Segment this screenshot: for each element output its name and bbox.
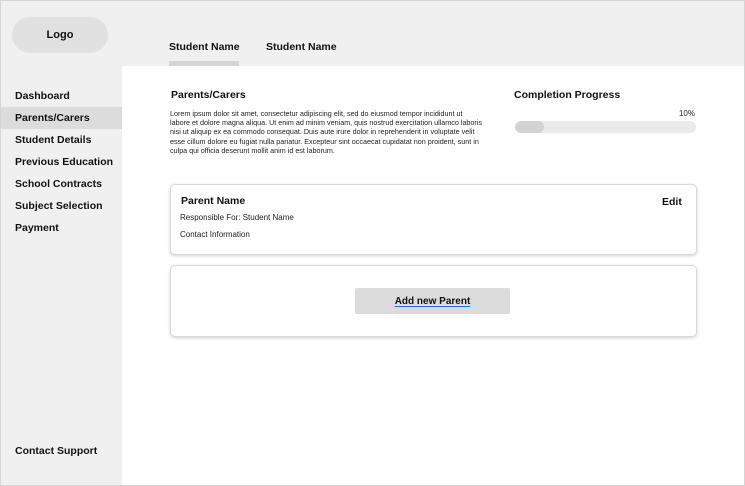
sidebar-item-school-contracts[interactable]: School Contracts [15,178,102,190]
parent-responsible-for: Responsible For: Student Name [180,213,294,222]
sidebar-nav [1,85,122,239]
page-title: Parents/Carers [171,89,246,101]
contact-support-link[interactable]: Contact Support [15,445,98,457]
parent-name: Parent Name [181,195,246,207]
sidebar-item-dashboard[interactable]: Dashboard [15,90,70,102]
logo[interactable]: Logo [12,17,108,53]
parent-contact-info: Contact Information [180,230,250,239]
sidebar-item-payment[interactable]: Payment [15,222,59,234]
progress-title: Completion Progress [514,89,621,101]
progress-bar-fill [515,121,544,133]
add-new-parent-button[interactable] [355,288,510,314]
parent-card [170,184,697,255]
progress-percent: 10% [678,109,695,118]
sidebar-item-student-details[interactable]: Student Details [15,134,92,146]
progress-bar [515,121,696,133]
header [122,1,744,66]
edit-parent-button[interactable]: Edit [662,196,682,208]
sidebar-item-previous-education[interactable]: Previous Education [15,156,114,168]
sidebar-item-parents-carers[interactable]: Parents/Carers [1,107,122,129]
sidebar [1,1,122,485]
add-new-parent-label: Add new Parent [394,295,471,307]
sidebar-item-subject-selection[interactable]: Subject Selection [15,200,103,212]
page-description: Lorem ipsum dolor sit amet, consectetur adipiscing elit, sed do eiusmod tempor incididunt ut labore et dolore magna aliqua. Ut enim ad minim veniam, quis nostrud exercitation ullamco laboris nisi ut aliquip ex ea commodo consequat. Duis aute irure dolor in reprehenderit in voluptate velit esse cillum dolore eu fugiat nulla pariatur. Excepteur sint occaecat cupidatat non proident, sunt in culpa qui officia deserunt mollit anim id est laborum. [170,109,483,155]
active-tab-indicator [169,61,239,66]
tab-student-name-1[interactable]: Student Name [169,41,240,53]
add-parent-card [170,265,697,337]
tab-student-name-2[interactable]: Student Name [266,41,337,53]
